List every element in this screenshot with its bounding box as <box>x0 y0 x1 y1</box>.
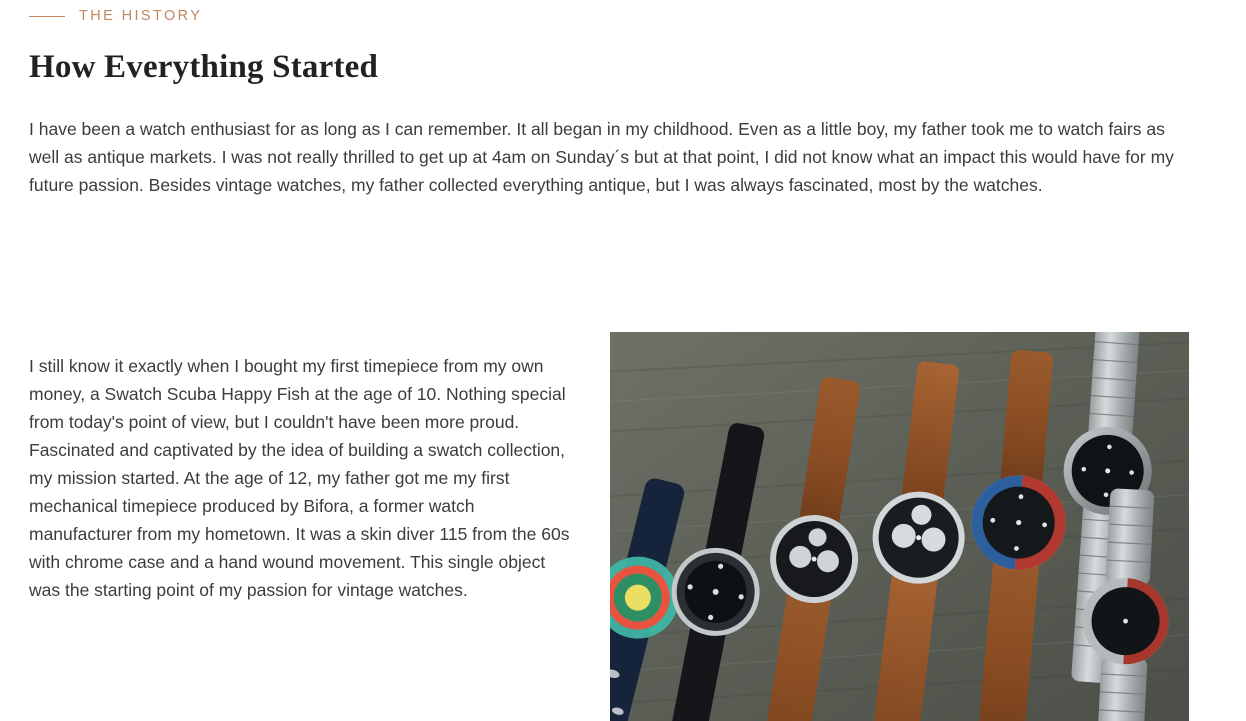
kicker-rule-icon <box>29 16 65 17</box>
intro-paragraph: I have been a watch enthusiast for as long as I can remember. It all began in my childhood. Even as a little boy, my father took me to watch fairs as well as antique markets. I was not really thrilled to get up at 4am on Sunday´s but at that point, I did not know what an impact this would have for my future passion. Besides vintage watches, my father collected everything antique, but I was always fascinated, most by the watches. <box>29 119 1174 195</box>
section-kicker <box>29 6 202 26</box>
body-paragraph: I still know it exactly when I bought my first timepiece from my own money, a Swatch Scuba Happy Fish at the age of 10. Nothing special from today's point of view, but I couldn't have been more proud. Fascinated and captivated by the idea of building a swatch collection, my mission started. At the age of 12, my father got me my first mechanical timepiece produced by Bifora, a former watch manufacturer from my hometown. It was a skin diver 115 from the 60s with chrome case and a hand wound movement. This single object was the starting point of my passion for vintage watches. <box>29 356 570 600</box>
page-title: How Everything Started <box>29 49 379 85</box>
kicker-label: THE HISTORY <box>79 8 203 24</box>
watch-collection-photo <box>610 332 1189 721</box>
content-columns <box>29 332 1189 721</box>
